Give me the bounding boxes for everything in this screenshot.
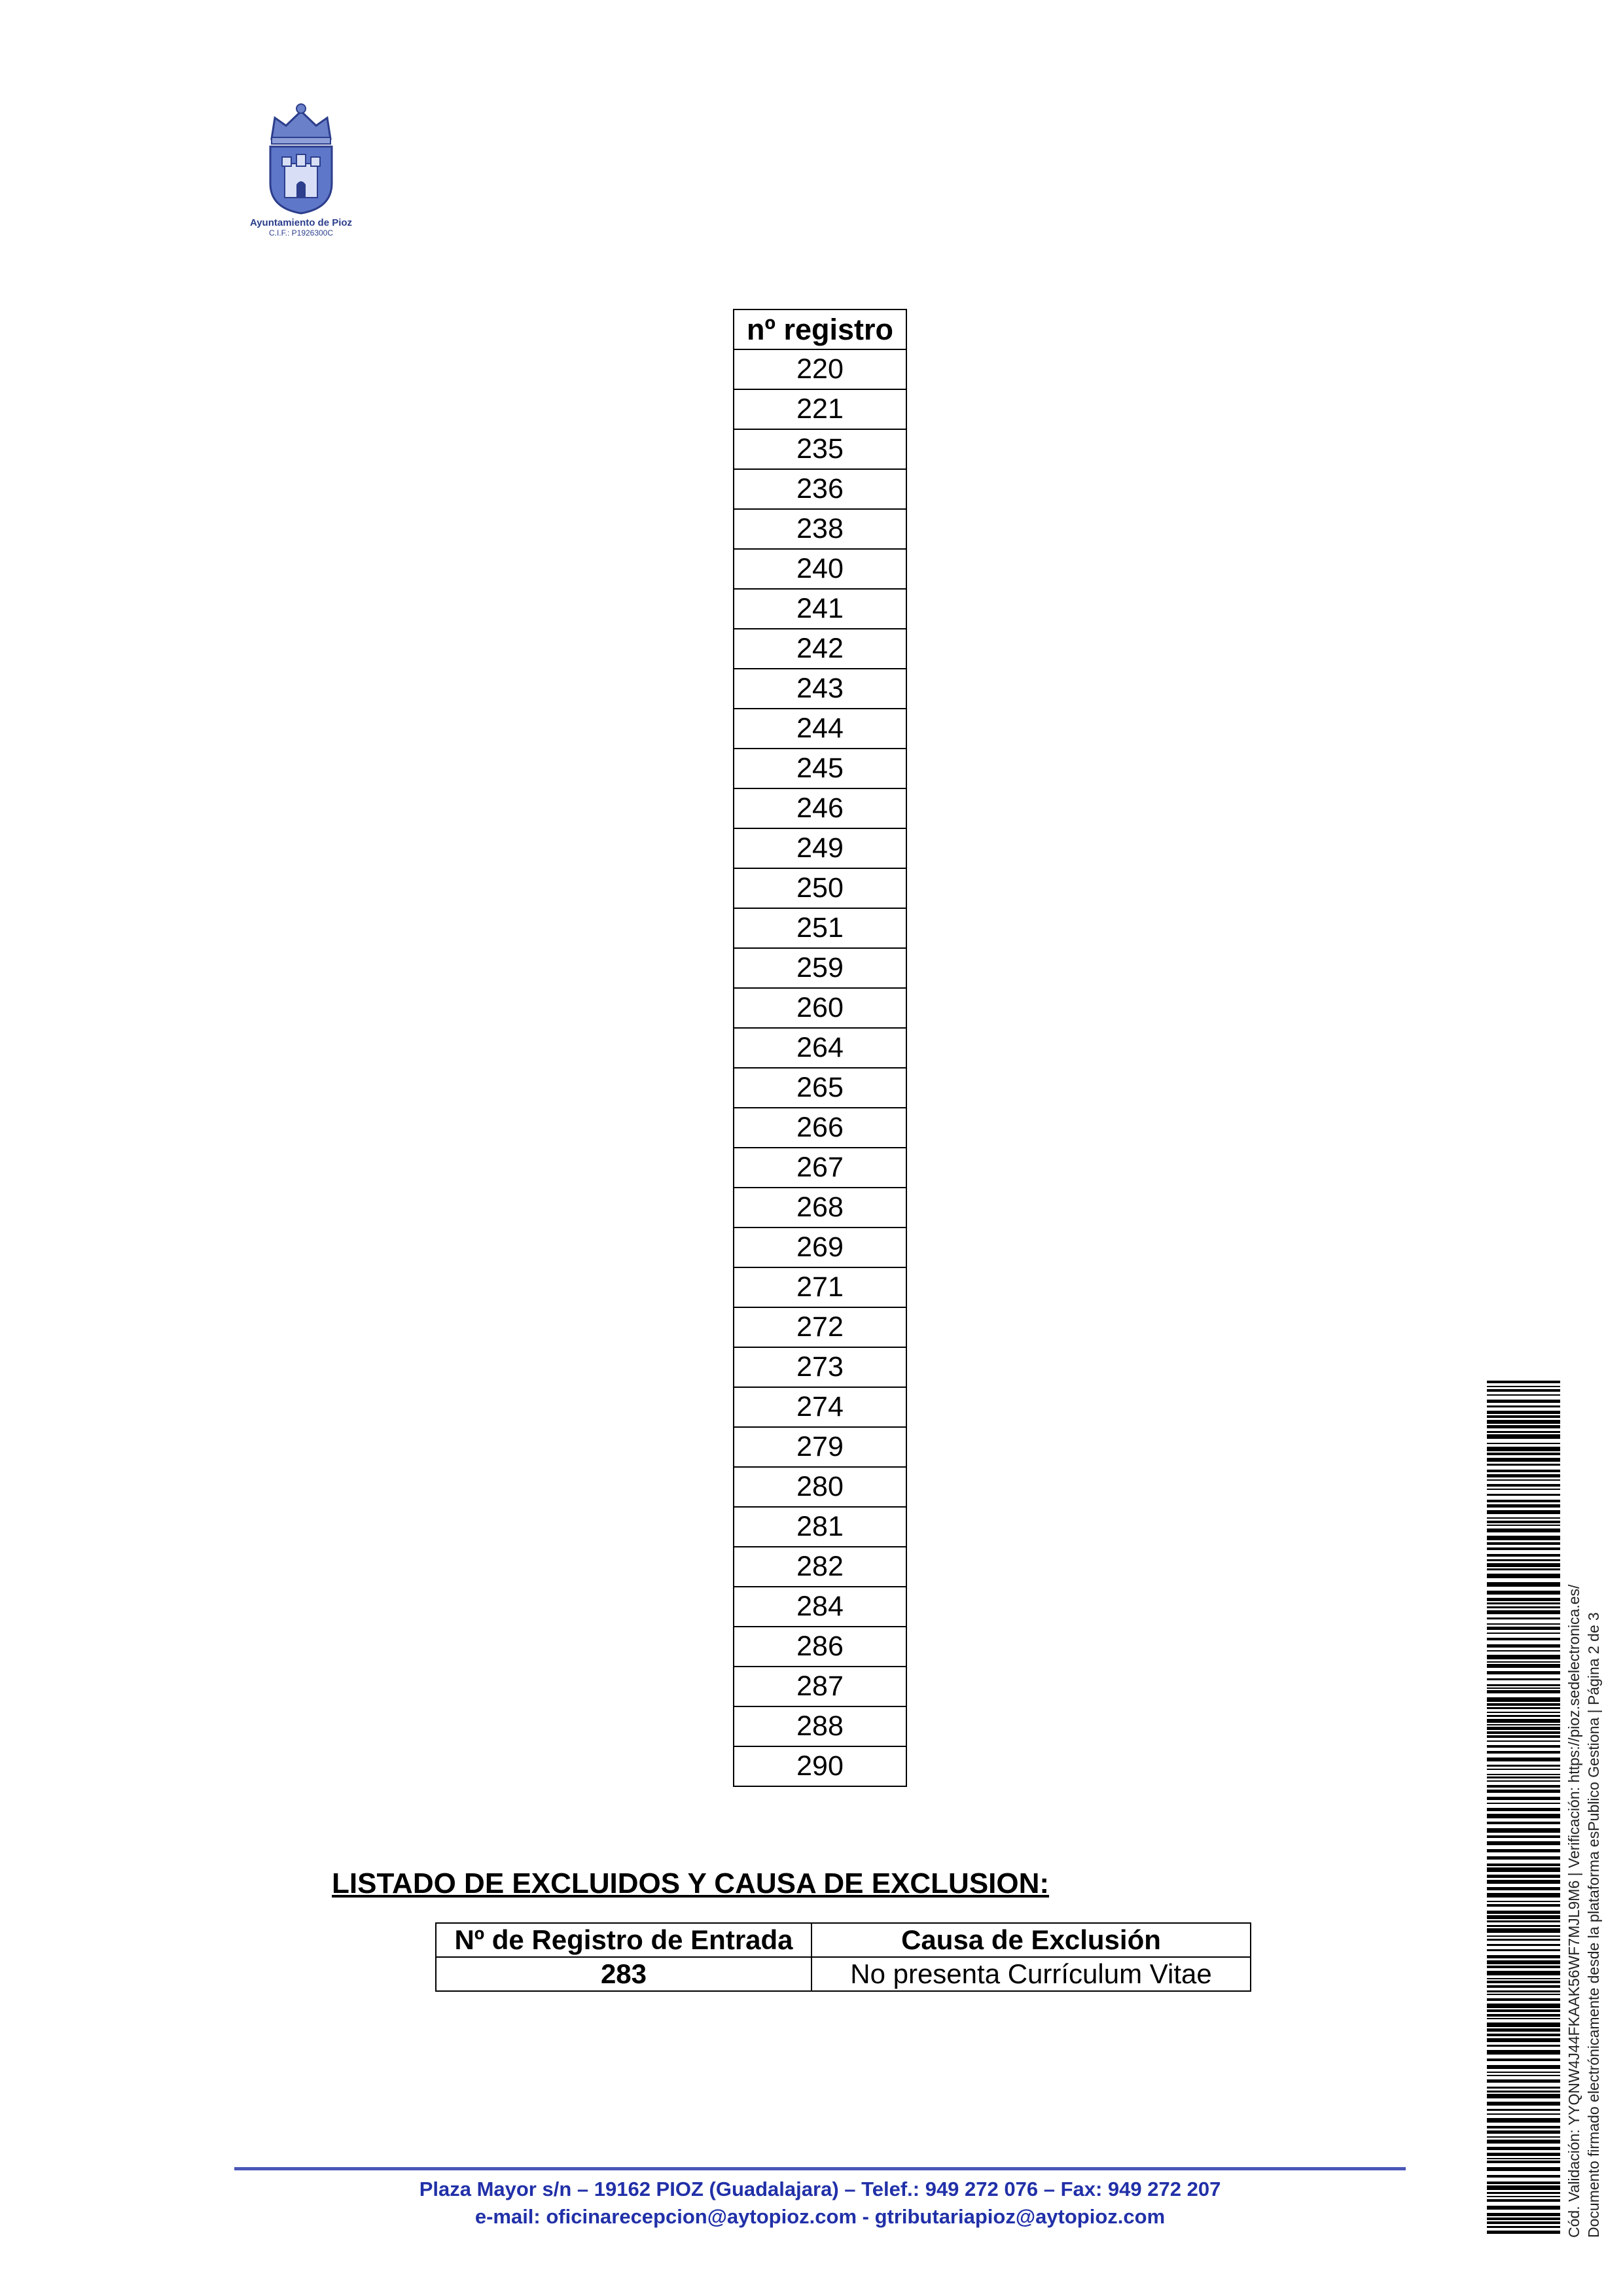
excluidos-table	[435, 1922, 1251, 1992]
barcode-bar	[1487, 1828, 1560, 1833]
registro-cell: 242	[734, 629, 906, 669]
barcode-bar	[1487, 1434, 1560, 1439]
barcode-bar	[1487, 1690, 1560, 1693]
barcode-bar	[1487, 1510, 1560, 1514]
table-row	[436, 1957, 1251, 1991]
barcode-bar	[1487, 1822, 1560, 1824]
table-row	[734, 1667, 906, 1706]
registro-body	[734, 349, 906, 1786]
barcode-bar	[1487, 1745, 1560, 1748]
table-row	[734, 1307, 906, 1347]
barcode-bar	[1487, 1525, 1560, 1526]
table-row	[734, 1547, 906, 1587]
registro-cell: 249	[734, 828, 906, 868]
registro-cell: 288	[734, 1706, 906, 1746]
barcode-bar	[1487, 1650, 1560, 1651]
barcode-bar	[1487, 1971, 1560, 1975]
table-row	[734, 1148, 906, 1188]
barcode-bar	[1487, 1712, 1560, 1713]
registro-cell: 245	[734, 749, 906, 788]
table-row	[734, 948, 906, 988]
barcode-bar	[1487, 1633, 1560, 1634]
barcode-bar	[1487, 2213, 1560, 2216]
barcode-bar	[1487, 2206, 1560, 2210]
barcode-bar	[1487, 1780, 1560, 1782]
table-row	[734, 509, 906, 549]
barcode-bar	[1487, 1425, 1560, 1428]
registro-cell: 268	[734, 1188, 906, 1227]
barcode-bar	[1487, 1415, 1560, 1418]
table-row	[734, 389, 906, 429]
barcode-bar	[1487, 2087, 1560, 2089]
barcode-bar	[1487, 2022, 1560, 2027]
excluidos-header-registro: Nº de Registro de Entrada	[436, 1923, 812, 1957]
barcode-bar	[1487, 1405, 1560, 1407]
barcode-bar	[1487, 1981, 1560, 1983]
table-row	[734, 1068, 906, 1108]
barcode-bar	[1487, 1536, 1560, 1540]
table-row	[734, 589, 906, 629]
table-row	[734, 1387, 906, 1427]
barcode-bar	[1487, 2192, 1560, 2194]
barcode-bar	[1487, 1939, 1560, 1941]
registro-table	[733, 309, 907, 1787]
barcode-bar	[1487, 2038, 1560, 2042]
barcode-bar	[1487, 1528, 1560, 1532]
excluidos-title: LISTADO DE EXCLUIDOS Y CAUSA DE EXCLUSION:	[332, 1867, 1050, 1899]
barcode-bar	[1487, 1740, 1560, 1742]
barcode-bar	[1487, 1559, 1560, 1561]
barcode-bar	[1487, 1797, 1560, 1800]
barcode-bar	[1487, 2140, 1560, 2144]
barcode-bar	[1487, 2147, 1560, 2150]
barcode-bar	[1487, 1554, 1560, 1557]
logo-cif: C.I.F.: P1926300C	[268, 228, 334, 238]
registro-cell: 264	[734, 1028, 906, 1068]
table-row	[734, 868, 906, 908]
table-row	[734, 1507, 906, 1547]
registro-cell: 246	[734, 788, 906, 828]
barcode-bar	[1487, 1719, 1560, 1723]
barcode-bar	[1487, 1542, 1560, 1545]
barcode-bar	[1487, 1655, 1560, 1659]
barcode-bar	[1487, 1610, 1560, 1614]
barcode-bar	[1487, 1901, 1560, 1902]
registro-cell: 279	[734, 1427, 906, 1467]
table-row	[734, 1706, 906, 1746]
barcode-bar	[1487, 2161, 1560, 2163]
barcode-bar	[1487, 1591, 1560, 1595]
barcode-bar	[1487, 1489, 1560, 1490]
barcode-bar	[1487, 2079, 1560, 2083]
barcode-bar	[1487, 1644, 1560, 1648]
barcode-bar	[1487, 1863, 1560, 1866]
table-row	[734, 669, 906, 709]
table-row	[734, 1227, 906, 1267]
table-row	[734, 1587, 906, 1627]
excluido-causa: No presenta Currículum Vitae	[812, 1957, 1251, 1991]
barcode-bar	[1487, 1785, 1560, 1788]
barcode-bar	[1487, 1849, 1560, 1852]
validation-line-2: Documento firmado electrónicamente desde la plataforma esPublico Gestiona | Página 2 de 3	[1585, 1612, 1602, 2238]
barcode-bar	[1487, 2028, 1560, 2032]
barcode-bar	[1487, 1998, 1560, 2001]
barcode-bar	[1487, 1447, 1560, 1451]
barcode-bar	[1487, 1703, 1560, 1706]
barcode-bar	[1487, 1841, 1560, 1845]
validation-text	[1564, 1518, 1603, 2238]
table-row	[734, 749, 906, 788]
barcode-icon	[1487, 1381, 1560, 2236]
footer-address: Plaza Mayor s/n – 19162 PIOZ (Guadalajara) – Telef.: 949 272 076 – Fax: 949 272 207	[419, 2178, 1221, 2200]
registro-cell: 290	[734, 1746, 906, 1786]
barcode-bar	[1487, 2004, 1560, 2008]
barcode-bar	[1487, 2018, 1560, 2019]
barcode-bar	[1487, 1582, 1560, 1587]
registro-cell: 286	[734, 1627, 906, 1667]
table-row	[734, 1267, 906, 1307]
barcode-bar	[1487, 2065, 1560, 2069]
barcode-bar	[1487, 2153, 1560, 2156]
registro-cell: 251	[734, 908, 906, 948]
barcode-bar	[1487, 1757, 1560, 1761]
barcode-bar	[1487, 1479, 1560, 1481]
barcode-bar	[1487, 1774, 1560, 1775]
table-row	[734, 709, 906, 749]
barcode-bar	[1487, 2181, 1560, 2184]
footer-divider	[234, 2167, 1406, 2170]
barcode-bar	[1487, 1568, 1560, 1570]
barcode-bar	[1487, 1887, 1560, 1890]
registro-cell: 282	[734, 1547, 906, 1587]
barcode-bar	[1487, 1671, 1560, 1674]
barcode-bar	[1487, 1904, 1560, 1907]
barcode-bar	[1487, 2185, 1560, 2190]
registro-cell: 238	[734, 509, 906, 549]
barcode-bar	[1487, 2034, 1560, 2036]
registro-cell: 266	[734, 1108, 906, 1148]
barcode-bar	[1487, 1856, 1560, 1860]
barcode-bar	[1487, 2199, 1560, 2202]
registro-cell: 221	[734, 389, 906, 429]
barcode-bar	[1487, 1727, 1560, 1730]
registro-cell: 259	[734, 948, 906, 988]
barcode-bar	[1487, 1500, 1560, 1502]
barcode-bar	[1487, 2226, 1560, 2228]
table-row	[734, 988, 906, 1028]
barcode-bar	[1487, 2175, 1560, 2178]
barcode-bar	[1487, 1867, 1560, 1872]
barcode-bar	[1487, 1960, 1560, 1964]
barcode-bar	[1487, 1464, 1560, 1466]
table-row	[734, 469, 906, 509]
barcode-bar	[1487, 2130, 1560, 2134]
registro-cell: 281	[734, 1507, 906, 1547]
registro-cell: 235	[734, 429, 906, 469]
barcode-bar	[1487, 1944, 1560, 1946]
table-row	[734, 1746, 906, 1786]
barcode-bar	[1487, 2221, 1560, 2224]
barcode-bar	[1487, 2045, 1560, 2047]
barcode-bar	[1487, 2014, 1560, 2017]
barcode-bar	[1487, 1617, 1560, 1619]
barcode-bar	[1487, 1835, 1560, 1838]
table-row	[734, 429, 906, 469]
barcode-bar	[1487, 1697, 1560, 1702]
barcode-bar	[1487, 1880, 1560, 1884]
barcode-bar	[1487, 1598, 1560, 1601]
barcode-bar	[1487, 1389, 1560, 1392]
barcode-bar	[1487, 2058, 1560, 2061]
barcode-bar	[1487, 2072, 1560, 2073]
barcode-bar	[1487, 1678, 1560, 1680]
barcode-bar	[1487, 1715, 1560, 1717]
barcode-bar	[1487, 1925, 1560, 1927]
barcode-bar	[1487, 1602, 1560, 1604]
table-row	[734, 1188, 906, 1227]
barcode-bar	[1487, 1724, 1560, 1725]
barcode-bar	[1487, 2158, 1560, 2159]
barcode-bar	[1487, 1790, 1560, 1793]
registro-cell: 240	[734, 549, 906, 589]
barcode-bar	[1487, 2217, 1560, 2220]
barcode-bar	[1487, 2109, 1560, 2111]
table-row	[734, 1347, 906, 1387]
barcode-bar	[1487, 1684, 1560, 1686]
excluido-registro: 283	[436, 1957, 812, 1991]
registro-cell: 280	[734, 1467, 906, 1507]
barcode-bar	[1487, 1623, 1560, 1625]
registro-cell: 267	[734, 1148, 906, 1188]
registro-header: nº registro	[734, 309, 906, 349]
barcode-bar	[1487, 2231, 1560, 2234]
barcode-bar	[1487, 1911, 1560, 1914]
barcode-bar	[1487, 1707, 1560, 1709]
barcode-bar	[1487, 2091, 1560, 2093]
barcode-bar	[1487, 2167, 1560, 2171]
barcode-bar	[1487, 1893, 1560, 1898]
table-row	[734, 1427, 906, 1467]
registro-cell: 220	[734, 349, 906, 389]
barcode-bar	[1487, 1949, 1560, 1951]
barcode-bar	[1487, 2094, 1560, 2098]
barcode-bar	[1487, 1920, 1560, 1922]
barcode-bar	[1487, 1915, 1560, 1919]
barcode-bar	[1487, 1606, 1560, 1608]
barcode-bar	[1487, 2075, 1560, 2076]
table-row	[734, 349, 906, 389]
registro-cell: 244	[734, 709, 906, 749]
barcode-bar	[1487, 1474, 1560, 1477]
table-row	[734, 629, 906, 669]
barcode-bar	[1487, 1547, 1560, 1550]
barcode-bar	[1487, 1494, 1560, 1496]
barcode-bar	[1487, 2050, 1560, 2055]
barcode-bar	[1487, 2113, 1560, 2115]
registro-cell: 243	[734, 669, 906, 709]
registro-cell: 236	[734, 469, 906, 509]
barcode-bar	[1487, 1638, 1560, 1640]
barcode-bar	[1487, 1484, 1560, 1487]
barcode-bar	[1487, 1978, 1560, 1979]
barcode-bar	[1487, 1776, 1560, 1778]
registro-cell: 250	[734, 868, 906, 908]
footer-email: e-mail: oficinarecepcion@aytopioz.com - gtributariapioz@aytopioz.com	[474, 2205, 1166, 2228]
barcode-bar	[1487, 1458, 1560, 1462]
table-row	[734, 1028, 906, 1068]
registro-cell: 265	[734, 1068, 906, 1108]
barcode-bar	[1487, 1966, 1560, 1968]
barcode-bar	[1487, 1661, 1560, 1663]
barcode-bar	[1487, 1574, 1560, 1578]
table-row	[734, 549, 906, 589]
barcode-bar	[1487, 1627, 1560, 1630]
barcode-bar	[1487, 1751, 1560, 1754]
barcode-bar	[1487, 1517, 1560, 1519]
barcode-bar	[1487, 1731, 1560, 1734]
registro-cell: 260	[734, 988, 906, 1028]
barcode-bar	[1487, 2136, 1560, 2138]
table-row	[734, 788, 906, 828]
registro-cell: 273	[734, 1347, 906, 1387]
table-row	[734, 828, 906, 868]
registro-cell: 287	[734, 1667, 906, 1706]
logo	[223, 98, 380, 249]
barcode-bar	[1487, 1735, 1560, 1738]
barcode-bar	[1487, 1443, 1560, 1444]
barcode-bar	[1487, 1563, 1560, 1567]
barcode-bar	[1487, 1935, 1560, 1937]
barcode-bar	[1487, 1814, 1560, 1818]
registro-cell: 271	[734, 1267, 906, 1307]
barcode-bar	[1487, 1394, 1560, 1396]
registro-cell: 272	[734, 1307, 906, 1347]
barcode-bar	[1487, 1411, 1560, 1414]
barcode-bar	[1487, 1994, 1560, 1995]
barcode-bar	[1487, 1420, 1560, 1424]
table-row	[734, 1627, 906, 1667]
barcode-bar	[1487, 1687, 1560, 1689]
barcode-bar	[1487, 1504, 1560, 1508]
registro-cell: 241	[734, 589, 906, 629]
barcode-bar	[1487, 1990, 1560, 1992]
excluidos-header-causa: Causa de Exclusión	[812, 1923, 1251, 1957]
validation-line-1: Cód. Validación: YYQNW4J44FKAAK56WF7MJL9M6 | Verificación: https://pioz.sedelectronica.es/	[1565, 1584, 1582, 2238]
barcode-bar	[1487, 1381, 1560, 1383]
barcode-bar	[1487, 1803, 1560, 1804]
barcode-bar	[1487, 1808, 1560, 1811]
barcode-bar	[1487, 2196, 1560, 2197]
barcode-bar	[1487, 1521, 1560, 1523]
barcode-bar	[1487, 1769, 1560, 1770]
barcode-bar	[1487, 1664, 1560, 1668]
table-row	[734, 1467, 906, 1507]
barcode-bar	[1487, 1985, 1560, 1988]
barcode-bar	[1487, 2102, 1560, 2106]
logo-name: Ayuntamiento de Pioz	[249, 217, 353, 228]
barcode-bar	[1487, 2009, 1560, 2012]
barcode-bar	[1487, 1431, 1560, 1433]
registro-cell: 269	[734, 1227, 906, 1267]
registro-cell: 274	[734, 1387, 906, 1427]
table-row	[734, 1108, 906, 1148]
barcode-bar	[1487, 1765, 1560, 1767]
coat-of-arms-icon	[245, 98, 357, 216]
barcode-bar	[1487, 1875, 1560, 1878]
barcode-bar	[1487, 2126, 1560, 2128]
registro-cell: 284	[734, 1587, 906, 1627]
barcode-bar	[1487, 1928, 1560, 1933]
barcode-bar	[1487, 2118, 1560, 2123]
barcode-bar	[1487, 1470, 1560, 1472]
barcode-bar	[1487, 1386, 1560, 1387]
barcode-bar	[1487, 1453, 1560, 1455]
barcode-bar	[1487, 1955, 1560, 1958]
table-row	[734, 908, 906, 948]
barcode-bar	[1487, 1400, 1560, 1403]
